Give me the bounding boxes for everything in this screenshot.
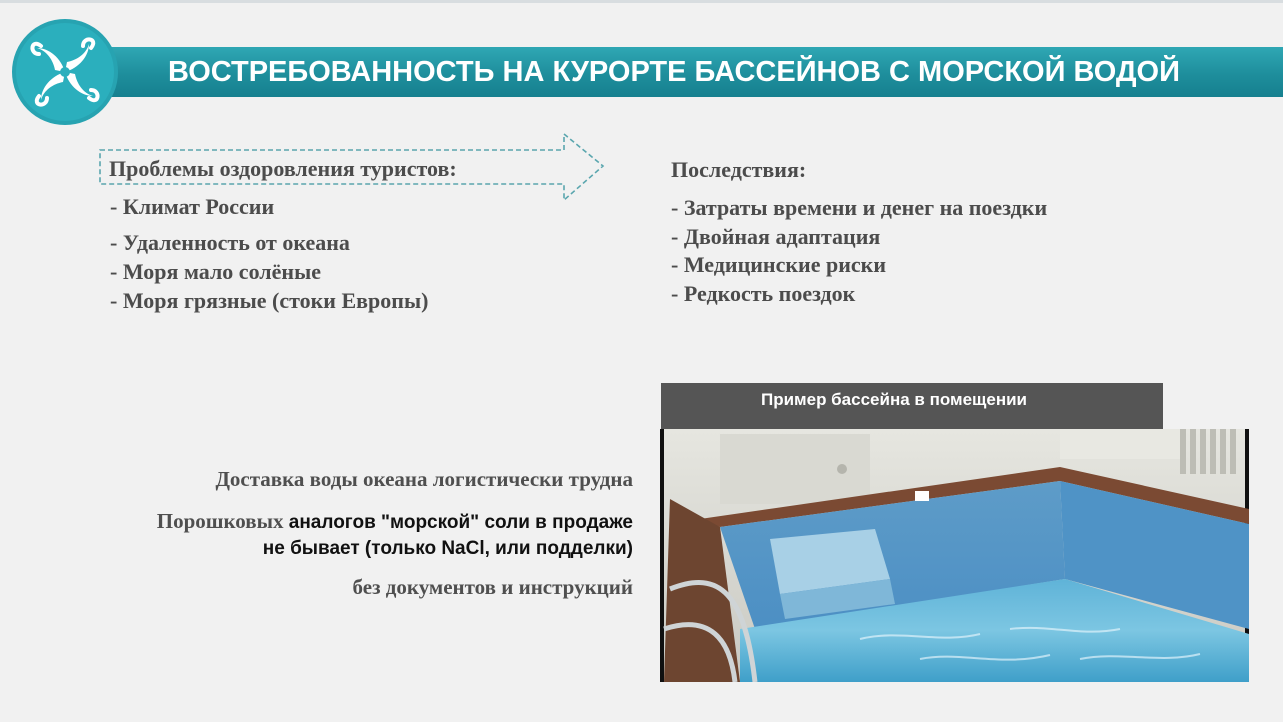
problem-item-low-salinity: - Моря мало солёные: [110, 259, 322, 284]
problem-item-dirty-seas: - Моря грязные (стоки Европы): [110, 288, 429, 313]
consequences-heading: Последствия:: [671, 157, 807, 182]
delivery-line-2a: Порошковых: [156, 509, 289, 533]
consequence-item-costs: - Затраты времени и денег на поездки: [671, 195, 1048, 220]
consequence-item-rarity: - Редкость поездок: [671, 281, 856, 306]
problem-item-ocean-distance: - Удаленность от океана: [110, 230, 350, 255]
slide-title: ВОСТРЕБОВАННОСТЬ НА КУРОРТЕ БАССЕЙНОВ С МОРСКОЙ ВОДОЙ: [168, 56, 1180, 88]
delivery-line-3: не бывает (только NaCl, или подделки): [262, 538, 633, 559]
swirl-logo-icon: [11, 18, 119, 126]
consequence-item-medical: - Медицинские риски: [671, 252, 887, 277]
delivery-line-2: [157, 509, 633, 534]
problem-item-climate: - Климат России: [110, 194, 275, 219]
delivery-line-1: Доставка воды океана логистически трудна: [215, 467, 633, 491]
problems-heading: Проблемы оздоровления туристов:: [109, 156, 457, 181]
photo-caption: Пример бассейна в помещении: [760, 390, 1027, 409]
indoor-pool-photo: [660, 429, 1249, 682]
delivery-line-2b: аналогов "морской" соли в продаже: [288, 512, 633, 533]
delivery-line-4: без документов и инструкций: [352, 575, 633, 599]
consequence-item-adaptation: - Двойная адаптация: [671, 224, 881, 249]
top-divider: [0, 0, 1283, 3]
